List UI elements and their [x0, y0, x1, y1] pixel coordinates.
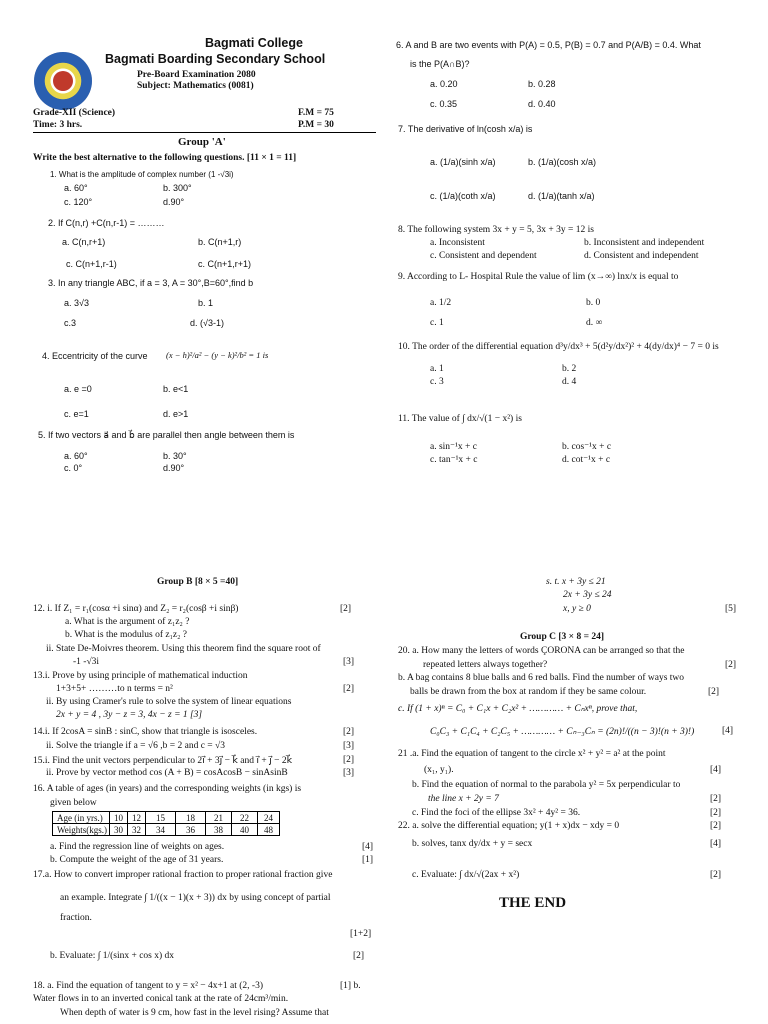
table-cell: 21 — [206, 812, 232, 824]
q17-text-cont: an example. Integrate ∫ 1/((x − 1)(x + 3)) dx by using concept of partial — [60, 893, 331, 903]
q2-option-c: c. C(n+1,r-1) — [66, 259, 117, 269]
q9-option-a: a. 1/2 — [430, 298, 452, 308]
q7-text: 7. The derivative of ln(cosh x/a) is — [398, 124, 533, 134]
table-cell: 12 — [128, 812, 146, 824]
exam-title: Pre-Board Examination 2080 — [137, 70, 256, 80]
q21b-text-cont: the line x + 2y = 7 — [428, 794, 499, 804]
q4-option-b: b. e<1 — [163, 384, 189, 394]
table-cell: 10 — [110, 812, 128, 824]
q4-option-a: a. e =0 — [64, 384, 92, 394]
q10-text: 10. The order of the differential equation d³y/dx³ + 5(d²y/dx²)² + 4(dy/dx)⁴ − 7 = 0 is — [398, 342, 719, 352]
school-name: Bagmati Boarding Secondary School — [105, 52, 326, 66]
college-name: Bagmati College — [205, 36, 303, 50]
q15-text: 15.i. Find the unit vectors perpendicular to 2i⃗ + 3j⃗ − k⃗ and i⃗ + j⃗ − 2k⃗ — [33, 756, 293, 766]
q8-option-d: d. Consistent and independent — [584, 251, 699, 261]
table-cell: 30 — [110, 824, 128, 836]
q5-option-a: a. 60° — [64, 451, 88, 461]
q1-option-b: b. 300° — [163, 183, 192, 193]
subject-title: Subject: Mathematics (0081) — [137, 81, 254, 91]
q21c-marks: [2] — [710, 808, 722, 818]
lp-marks: [5] — [725, 604, 737, 614]
q13-equation: 1+3+5+ ………to n terms = n² — [56, 684, 173, 694]
group-c-title: Group C [3 × 8 = 24] — [520, 632, 605, 642]
q11-text: 11. The value of ∫ dx/√(1 − x²) is — [398, 414, 522, 424]
q21-text-cont: (x₁, y₁). — [424, 765, 454, 775]
table-cell: 32 — [128, 824, 146, 836]
q11-option-a: a. sin⁻¹x + c — [430, 442, 477, 452]
q10-option-c: c. 3 — [430, 377, 444, 387]
q22c-text: c. Evaluate: ∫ dx/√(2ax + x²) — [412, 870, 520, 880]
q5-option-b: b. 30° — [163, 451, 187, 461]
q6-text: 6. A and B are two events with P(A) = 0.5, P(B) = 0.7 and P(A/B) = 0.4. What — [396, 40, 701, 50]
q5-option-d: d.90° — [163, 463, 185, 473]
q16-text-cont: given below — [50, 798, 97, 808]
school-logo — [34, 52, 92, 110]
q7-option-b: b. (1/a)(cosh x/a) — [528, 157, 597, 167]
table-cell: 18 — [176, 812, 206, 824]
q8-option-c: c. Consistent and dependent — [430, 251, 537, 261]
table-cell: 48 — [258, 824, 280, 836]
q16a-marks: [4] — [362, 842, 374, 852]
q22-text: 22. a. solve the differential equation; y(1 + x)dx − xdy = 0 — [398, 821, 620, 831]
q7-option-c: c. (1/a)(coth x/a) — [430, 191, 496, 201]
q6-option-b: b. 0.28 — [528, 79, 556, 89]
table-cell: 34 — [146, 824, 176, 836]
q4-equation: (x − h)²/a² − (y − k)²/b² = 1 is — [166, 350, 269, 360]
q12-text: 12. i. If Z₁ = r₁(cosα +i sinα) and Z₂ = r₂(cosβ +i sinβ) — [33, 604, 239, 614]
table-row — [53, 812, 280, 824]
q9-text: 9. According to L- Hospital Rule the value of lim (x→∞) lnx/x is equal to — [398, 272, 679, 282]
q8-option-a: a. Inconsistent — [430, 238, 485, 248]
q12a-text: a. What is the argument of z₁z₂ ? — [65, 617, 190, 627]
table-cell: 15 — [146, 812, 176, 824]
q21c-text: c. Find the foci of the ellipse 3x² + 4y² = 36. — [412, 808, 581, 818]
q14ii-marks: [3] — [343, 741, 355, 751]
table-row — [53, 824, 280, 836]
table-cell: 38 — [206, 824, 232, 836]
lp-constraint-1: s. t. x + 3y ≤ 21 — [546, 577, 606, 587]
lp-constraint-2: 2x + 3y ≤ 24 — [563, 590, 612, 600]
q18-marks: [1] b. — [340, 981, 361, 991]
q22-marks: [2] — [710, 821, 722, 831]
lp-constraint-3: x, y ≥ 0 — [563, 604, 591, 614]
q1-option-c: c. 120° — [64, 197, 93, 207]
q20-text: 20. a. How many the letters of words ÇORONA can be arranged so that the — [398, 646, 685, 656]
q8-option-b: b. Inconsistent and independent — [584, 238, 705, 248]
q11-option-c: c. tan⁻¹x + c — [430, 455, 478, 465]
q13-marks: [2] — [343, 684, 355, 694]
q6-option-c: c. 0.35 — [430, 99, 458, 109]
q17-text-cont2: fraction. — [60, 913, 92, 923]
q2-option-d: c. C(n+1,r+1) — [198, 259, 252, 269]
q13ii-text: ii. By using Cramer's rule to solve the system of linear equations — [46, 697, 292, 707]
q4-option-c: c. e=1 — [64, 409, 89, 419]
q22b-text: b. solves, tanx dy/dx + y = secx — [412, 839, 533, 849]
q5-option-c: c. 0° — [64, 463, 83, 473]
table-cell: 40 — [232, 824, 258, 836]
q16a-text: a. Find the regression line of weights on ages. — [50, 842, 225, 852]
the-end: THE END — [499, 895, 567, 911]
q11-option-b: b. cos⁻¹x + c — [562, 442, 612, 452]
q4-text: 4. Eccentricity of the curve — [42, 351, 148, 361]
q15-marks: [2] — [343, 755, 355, 765]
q9-option-c: c. 1 — [430, 318, 444, 328]
q5-text: 5. If two vectors a⃗ and b⃗ are parallel then angle between them is — [38, 430, 295, 440]
q17-text: 17.a. How to convert improper rational fraction to proper rational fraction give — [33, 870, 333, 880]
q20b-text-cont: balls be drawn from the box at random if they be same colour. — [410, 687, 647, 697]
q15ii-marks: [3] — [343, 768, 355, 778]
table-cell: 24 — [258, 812, 280, 824]
q7-option-d: d. (1/a)(tanh x/a) — [528, 191, 595, 201]
q9-option-b: b. 0 — [586, 298, 601, 308]
q2-text: 2. If C(n,r) +C(n,r-1) = ……… — [48, 218, 165, 228]
q21-text: 21 .a. Find the equation of tangent to the circle x² + y² = a² at the point — [398, 749, 666, 759]
q6-option-d: d. 0.40 — [528, 99, 556, 109]
q16-text: 16. A table of ages (in years) and the corresponding weights (in kgs) is — [33, 784, 302, 794]
q20c-equation: C₀C₃ + C₁C₄ + C₂C₅ + ………… + Cₙ₋₃Cₙ = (2n)!/((n − 3)!(n + 3)!) — [430, 727, 695, 737]
q11-option-d: d. cot⁻¹x + c — [562, 455, 611, 465]
q21-marks: [4] — [710, 765, 722, 775]
pass-marks: P.M = 30 — [298, 120, 334, 130]
q1-option-a: a. 60° — [64, 183, 88, 193]
table-cell: 22 — [232, 812, 258, 824]
group-a-instruction: Write the best alternative to the following questions. [11 × 1 = 11] — [33, 153, 297, 163]
q12-marks: [2] — [340, 604, 352, 614]
q15ii-text: ii. Prove by vector method cos (A + B) = cosAcosB − sinAsinB — [46, 768, 288, 778]
q2-option-b: b. C(n+1,r) — [198, 237, 242, 247]
q1-option-d: d.90° — [163, 197, 185, 207]
q8-text: 8. The following system 3x + y = 5, 3x + 3y = 12 is — [398, 225, 594, 235]
q22c-marks: [2] — [710, 870, 722, 880]
table-header-age: Age (in yrs.) — [53, 812, 110, 824]
q10-option-d: d. 4 — [562, 377, 577, 387]
q14ii-text: ii. Solve the triangle if a = √6 ,b = 2 and c = √3 — [46, 741, 225, 751]
q16b-marks: [1] — [362, 855, 374, 865]
q3-text: 3. In any triangle ABC, if a = 3, A = 30°,B=60°,find b — [48, 278, 254, 288]
q12b-text: b. What is the modulus of z₁z₂ ? — [65, 630, 188, 640]
q13-text: 13.i. Prove by using principle of mathematical induction — [33, 671, 248, 681]
q12ii-text: ii. State De-Moivres theorem. Using this theorem find the square root of — [46, 644, 321, 654]
group-a-title: Group 'A' — [178, 136, 226, 148]
q10-option-a: a. 1 — [430, 364, 444, 374]
q18-text: 18. a. Find the equation of tangent to y = x² − 4x+1 at (2, -3) — [33, 981, 263, 991]
q20c-text: c. If (1 + x)ⁿ = C₀ + C₁x + C₂x² + ………… + Cₙxⁿ, prove that, — [398, 704, 638, 714]
q3-option-a: a. 3√3 — [64, 298, 89, 308]
table-header-weight: Weights(kgs.) — [53, 824, 110, 836]
q2-option-a: a. C(n,r+1) — [62, 237, 106, 247]
time-label: Time: 3 hrs. — [33, 120, 83, 130]
age-weight-table — [52, 811, 280, 836]
q20-marks: [2] — [725, 660, 737, 670]
q20-text-cont: repeated letters always together? — [423, 660, 548, 670]
q13ii-equation: 2x + y = 4 , 3y − z = 3, 4x − z = 1 [3] — [56, 710, 203, 720]
q17b-marks: [2] — [353, 951, 365, 961]
q14-text: 14.i. If 2cosA = sinB : sinC, show that triangle is isosceles. — [33, 727, 258, 737]
q20c-marks: [4] — [722, 726, 734, 736]
q14-marks: [2] — [343, 727, 355, 737]
q21b-text: b. Find the equation of normal to the parabola y² = 5x perpendicular to — [412, 780, 681, 790]
q17-marks: [1+2] — [350, 929, 372, 939]
q10-option-b: b. 2 — [562, 364, 577, 374]
q20b-marks: [2] — [708, 687, 720, 697]
full-marks: F.M = 75 — [298, 108, 334, 118]
q12ii-text-cont: -1 -√3i — [73, 657, 100, 667]
grade-label: Grade-XII (Science) — [33, 108, 116, 118]
q3-option-c: c.3 — [64, 318, 77, 328]
q22b-marks: [4] — [710, 839, 722, 849]
q17b-text: b. Evaluate: ∫ 1/(sinx + cos x) dx — [50, 951, 175, 961]
group-b-title: Group B [8 × 5 =40] — [157, 577, 239, 587]
q6-text-cont: is the P(A∩B)? — [410, 59, 470, 69]
q6-option-a: a. 0.20 — [430, 79, 458, 89]
q3-option-d: d. (√3-1) — [190, 318, 224, 328]
q16b-text: b. Compute the weight of the age of 31 years. — [50, 855, 224, 865]
q12ii-marks: [3] — [343, 657, 355, 667]
table-cell: 36 — [176, 824, 206, 836]
q3-option-b: b. 1 — [198, 298, 214, 308]
q18b-text-cont: When depth of water is 9 cm, how fast in the level rising? Assume that — [60, 1008, 329, 1018]
q9-option-d: d. ∞ — [586, 318, 603, 328]
header-rule — [33, 132, 376, 133]
q1-text: 1. What is the amplitude of complex number (1 -√3i) — [50, 170, 234, 179]
q18b-text: Water flows in to an inverted conical tank at the rate of 24cm³/min. — [33, 994, 289, 1004]
q21b-marks: [2] — [710, 794, 722, 804]
q4-option-d: d. e>1 — [163, 409, 189, 419]
q20b-text: b. A bag contains 8 blue balls and 6 red balls. Find the number of ways two — [398, 673, 685, 683]
q7-option-a: a. (1/a)(sinh x/a) — [430, 157, 496, 167]
